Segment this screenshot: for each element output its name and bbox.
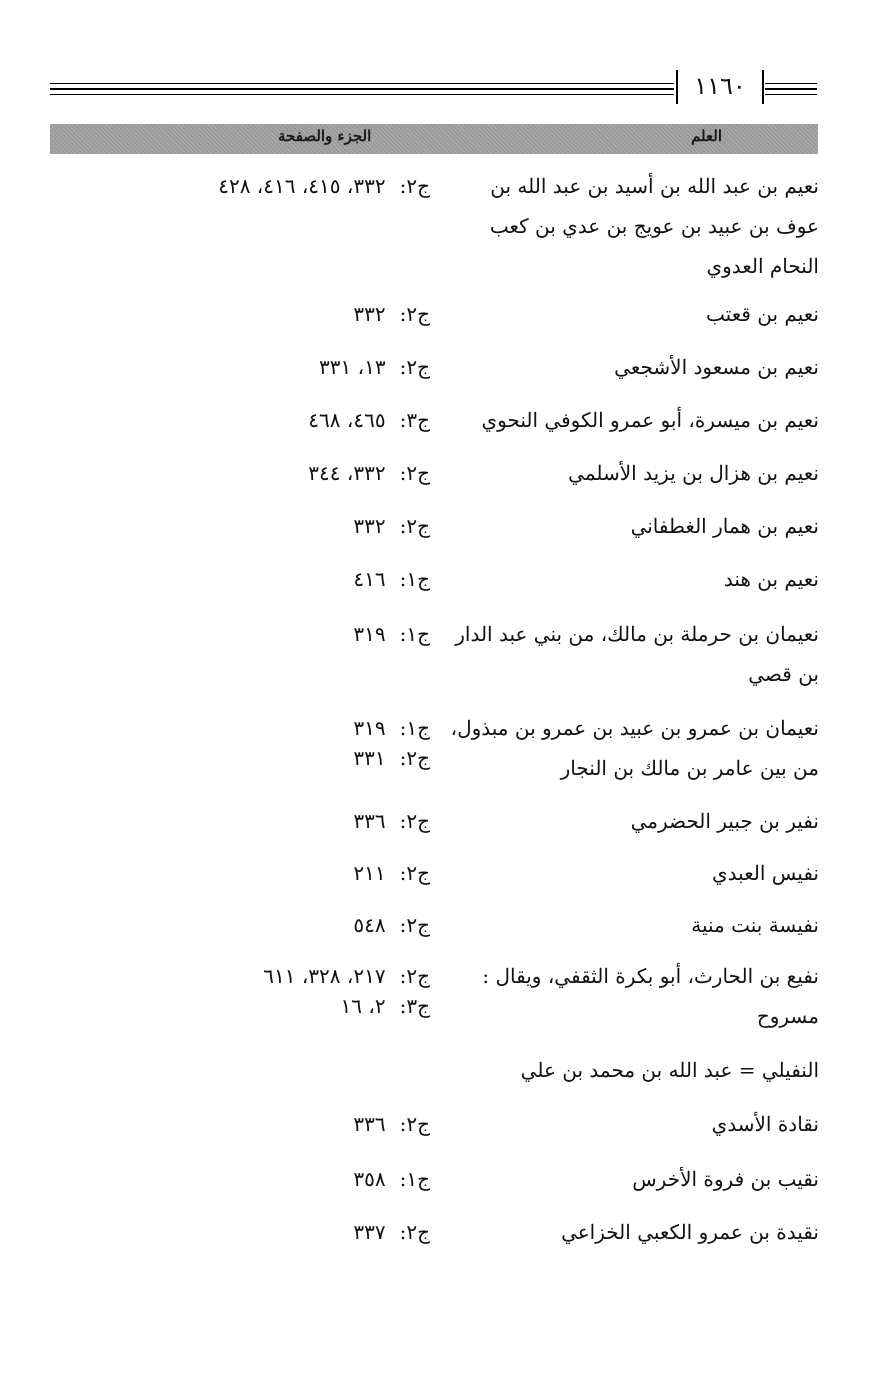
entry-name: نقادة الأسدي <box>711 1112 819 1136</box>
entry-name: نعيم بن هند <box>723 567 819 591</box>
entry-pages: ٣١٩ <box>353 622 386 646</box>
entry-pages: ٣١٩ <box>353 716 386 740</box>
entry-ref <box>90 1217 430 1247</box>
entry-name: نفيع بن الحارث، أبو بكرة الثقفي، ويقال : مسروح <box>482 964 819 1028</box>
entry-name: نقيدة بن عمرو الكعبي الخزاعي <box>561 1220 819 1244</box>
entry-pages: ٣٣٢ <box>353 302 386 326</box>
entry-volume: ج٢: <box>399 1220 430 1244</box>
entry-volume: ج١: <box>399 716 430 740</box>
entry-ref <box>90 352 430 382</box>
entry-volume: ج٢: <box>399 514 430 538</box>
entry-name: نعيم بن عبد الله بن أسيد بن عبد الله بن عوف بن عبيد بن عويج بن عدي بن كعب النحام العدوي <box>489 174 819 278</box>
entry-ref <box>90 1164 430 1194</box>
entry-volume: ج١: <box>399 1167 430 1191</box>
entry-name: نعيم بن هزال بن يزيد الأسلمي <box>568 461 819 485</box>
entry-ref <box>90 743 430 773</box>
entry-ref <box>90 458 430 488</box>
page-number: ١١٦٠ <box>694 72 746 100</box>
entry-name: نفيسة بنت منية <box>691 913 819 937</box>
entry-ref <box>90 961 430 991</box>
entry-pages: ٥٤٨ <box>353 913 386 937</box>
entry-name: نعيم بن همار الغطفاني <box>630 514 819 538</box>
entry-ref <box>90 858 430 888</box>
entry-name: النفيلي = عبد الله بن محمد بن علي <box>520 1058 819 1082</box>
entry-pages: ٤٦٥، ٤٦٨ <box>308 408 386 432</box>
entry-ref <box>90 619 430 649</box>
entry-pages: ٢١٧، ٣٢٨، ٦١١ <box>263 964 386 988</box>
entry-ref <box>90 991 430 1021</box>
entry-volume: ج٢: <box>399 355 430 379</box>
entry-pages: ٣٣٢، ٤١٥، ٤١٦، ٤٢٨ <box>218 174 386 198</box>
entry-name: نعيمان بن عمرو بن عبيد بن عمرو بن مبذول، من بين عامر بن مالك بن النجار <box>450 716 819 780</box>
entry-volume: ج٢: <box>399 913 430 937</box>
entry-pages: ٣٣٦ <box>353 809 386 833</box>
entry-volume: ج٢: <box>399 174 430 198</box>
entry-pages: ٣٥٨ <box>353 1167 386 1191</box>
entry-name: نعيمان بن حرملة بن مالك، من بني عبد الدار بن قصي <box>455 622 819 686</box>
entry-volume: ج٢: <box>399 302 430 326</box>
entry-pages: ٣٣٧ <box>353 1220 386 1244</box>
entry-volume: ج١: <box>399 567 430 591</box>
entry-ref <box>90 564 430 594</box>
entry-volume: ج٢: <box>399 746 430 770</box>
entry-ref <box>90 511 430 541</box>
entry-volume: ج٣: <box>399 408 430 432</box>
entry-pages: ١٣، ٣٣١ <box>319 355 386 379</box>
entry-volume: ج٢: <box>399 461 430 485</box>
entry-name: نعيم بن مسعود الأشجعي <box>614 355 819 379</box>
column-label-volume-page: الجزء والصفحة <box>278 127 372 145</box>
entry-volume: ج٢: <box>399 809 430 833</box>
entry-ref <box>90 171 430 201</box>
entry-name: نفيس العبدي <box>711 861 819 885</box>
entry-pages: ٤١٦ <box>353 567 386 591</box>
entry-volume: ج١: <box>399 622 430 646</box>
entry-ref <box>90 299 430 329</box>
entry-volume: ج٢: <box>399 964 430 988</box>
entry-pages: ٣٣٢، ٣٤٤ <box>308 461 386 485</box>
entry-name: نعيم بن قعتب <box>706 302 819 326</box>
entry-name: نفير بن جبير الحضرمي <box>630 809 819 833</box>
entry-volume: ج٢: <box>399 1112 430 1136</box>
entry-volume: ج٢: <box>399 861 430 885</box>
entry-ref <box>90 806 430 836</box>
entry-name: نقيب بن فروة الأخرس <box>632 1167 819 1191</box>
entry-pages: ٢١١ <box>353 861 386 885</box>
entry-pages: ٣٣١ <box>353 746 386 770</box>
entry-pages: ٣٣٦ <box>353 1112 386 1136</box>
entry-ref <box>90 910 430 940</box>
entry-ref <box>90 713 430 743</box>
column-label-name: العلم <box>691 127 722 145</box>
entry-ref <box>90 405 430 435</box>
entry-name: نعيم بن ميسرة، أبو عمرو الكوفي النحوي <box>481 408 819 432</box>
entry-pages: ٣٣٢ <box>353 514 386 538</box>
entry-volume: ج٣: <box>399 994 430 1018</box>
entry-pages: ٢، ١٦ <box>340 994 386 1018</box>
entry-ref <box>90 1109 430 1139</box>
